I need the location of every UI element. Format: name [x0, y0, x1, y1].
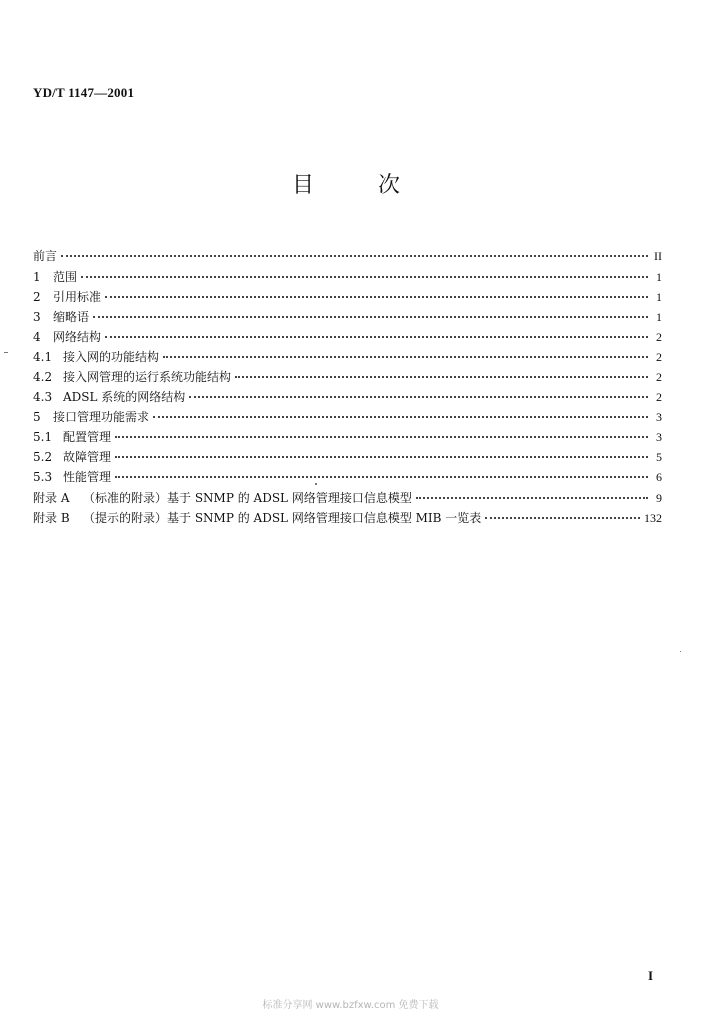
toc-entry-label: （标准的附录）基于 SNMP 的 ADSL 网络管理接口信息模型 — [83, 491, 412, 505]
toc-entry-4-1[interactable] — [33, 348, 662, 366]
toc-leader-dots — [93, 316, 648, 318]
toc-entry-page: 132 — [644, 511, 662, 525]
page-title-char-1: 目 — [292, 173, 315, 198]
toc-entry-page: 2 — [656, 350, 662, 364]
toc-entry-label: 接口管理功能需求 — [53, 410, 150, 424]
toc-entry-label: 性能管理 — [63, 470, 112, 484]
toc-leader-dots — [416, 497, 648, 499]
toc-entry-label: ADSL 系统的网络结构 — [63, 390, 186, 404]
standard-number: YD/T 1147—2001 — [33, 85, 135, 100]
toc-leader-dots — [105, 296, 648, 298]
toc-leader-dots — [115, 476, 648, 478]
toc-entry-page: 2 — [656, 330, 662, 344]
scan-speck — [680, 651, 681, 652]
toc-entry-page: 3 — [656, 410, 662, 424]
toc-entry-5-3[interactable] — [33, 468, 662, 486]
scan-speck — [315, 483, 317, 485]
toc-entry-page: 2 — [656, 370, 662, 384]
toc-entry-label: 故障管理 — [63, 450, 112, 464]
toc-leader-dots — [235, 376, 648, 378]
toc-entry-4[interactable] — [33, 328, 662, 346]
toc-entry-number: 1 — [33, 270, 41, 284]
toc-entry-page: 3 — [656, 430, 662, 444]
scan-speck — [4, 352, 8, 353]
toc-entry-5[interactable] — [33, 408, 662, 426]
toc-entry-label: 缩略语 — [53, 310, 90, 324]
toc-entry-page: 1 — [656, 310, 662, 324]
watermark-text: 标准分享网 www.bzfxw.com 免费下载 — [262, 1000, 439, 1011]
page-number: I — [648, 968, 654, 983]
toc-entry-page: 2 — [656, 390, 662, 404]
toc-entry-number: 3 — [33, 310, 41, 324]
toc-entry-number: 附录 B — [33, 511, 70, 525]
toc-leader-dots — [115, 456, 648, 458]
toc-entry-number: 4 — [33, 330, 41, 344]
toc-entry-number: 4.1 — [33, 350, 53, 364]
toc-entry-3[interactable] — [33, 308, 662, 326]
toc-entry-5-1[interactable] — [33, 428, 662, 446]
toc-entry-4-3[interactable] — [33, 388, 662, 406]
toc-entry-label: 前言 — [33, 249, 58, 263]
toc-leader-dots — [81, 276, 648, 278]
toc-entry-label: 接入网的功能结构 — [63, 350, 160, 364]
toc-entry-page: II — [654, 249, 662, 263]
toc-entry-2[interactable] — [33, 288, 662, 306]
toc-leader-dots — [163, 356, 648, 358]
toc-entry-label: （提示的附录）基于 SNMP 的 ADSL 网络管理接口信息模型 MIB 一览表 — [83, 511, 482, 525]
toc-leader-dots — [105, 336, 648, 338]
toc-entry-number: 5.2 — [33, 450, 53, 464]
toc-entry-page: 1 — [656, 270, 662, 284]
toc-leader-dots — [189, 396, 648, 398]
page-title — [292, 168, 412, 198]
toc-leader-dots — [61, 255, 648, 257]
toc-entry-page: 1 — [656, 290, 662, 304]
toc-entry-number: 5 — [33, 410, 41, 424]
toc-entry-number: 5.3 — [33, 470, 53, 484]
toc-entry-number: 2 — [33, 290, 41, 304]
toc-entry-4-2[interactable] — [33, 368, 662, 386]
toc-entry-foreword[interactable] — [33, 247, 662, 265]
toc-entry-5-2[interactable] — [33, 448, 662, 466]
toc-entry-page: 6 — [656, 470, 662, 484]
toc-entry-label: 配置管理 — [63, 430, 112, 444]
toc-entry-number: 4.3 — [33, 390, 53, 404]
toc-entry-label: 网络结构 — [53, 330, 102, 344]
toc-entry-number: 5.1 — [33, 430, 53, 444]
page-title-char-2: 次 — [378, 173, 401, 198]
toc-entry-page: 9 — [656, 491, 662, 505]
toc-entry-number: 附录 A — [33, 491, 70, 505]
toc-leader-dots — [115, 436, 648, 438]
toc-entry-page: 5 — [656, 450, 662, 464]
toc-entry-appendix-a[interactable] — [33, 489, 662, 507]
toc-entry-1[interactable] — [33, 268, 662, 286]
toc-entry-label: 接入网管理的运行系统功能结构 — [63, 370, 232, 384]
toc-entry-label: 范围 — [53, 270, 78, 284]
toc-entry-label: 引用标准 — [53, 290, 102, 304]
toc-leader-dots — [485, 517, 640, 519]
toc-leader-dots — [153, 416, 648, 418]
toc-entry-appendix-b[interactable] — [33, 509, 662, 527]
toc-entry-number: 4.2 — [33, 370, 53, 384]
